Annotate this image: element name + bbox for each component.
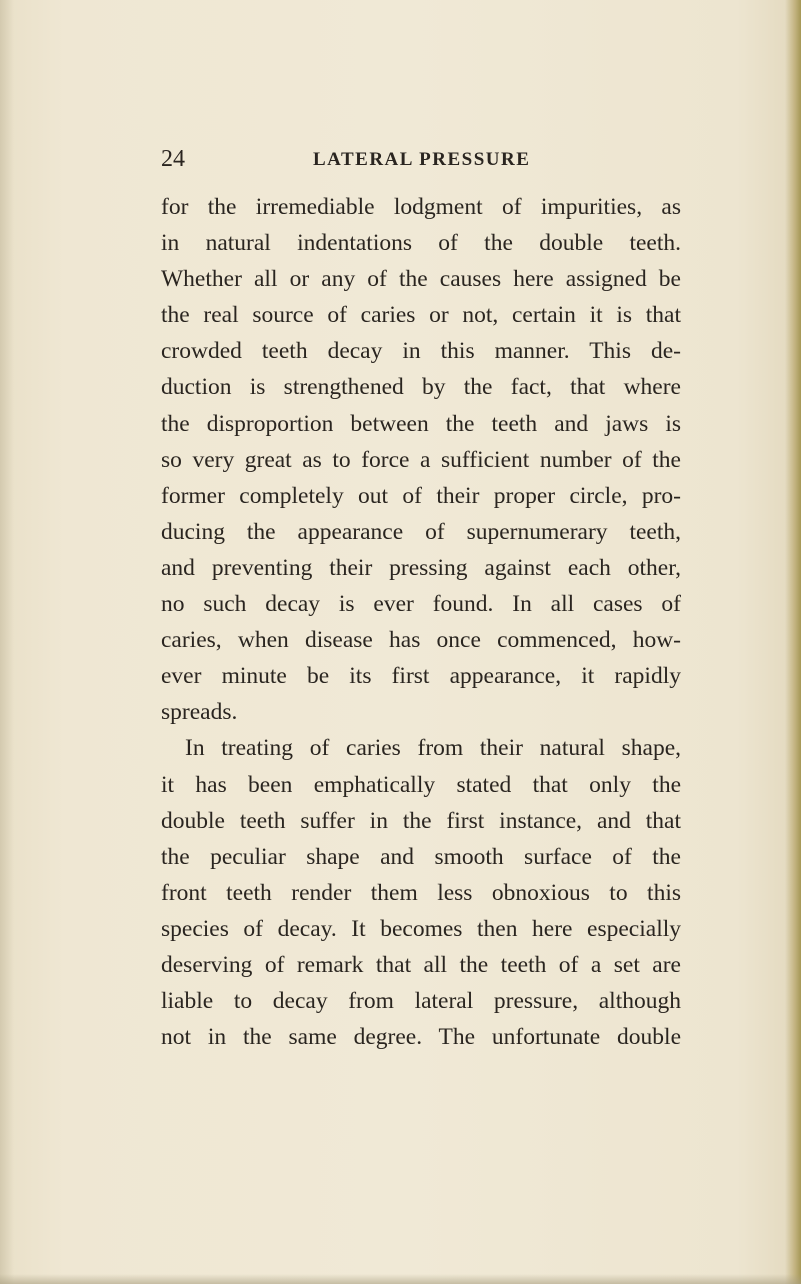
- page-right-edge-stain: [785, 0, 801, 1284]
- page-number: 24: [161, 146, 185, 172]
- text-line: not in the same degree. The unfortunate double: [161, 1024, 681, 1051]
- text-line: former completely out of their proper circle, pro-: [161, 482, 681, 509]
- text-line: it has been emphatically stated that only the: [161, 771, 681, 798]
- text-line: ever minute be its first appearance, it rapidly: [161, 663, 681, 690]
- running-head: LATERAL PRESSURE: [313, 149, 531, 170]
- text-line: the peculiar shape and smooth surface of the: [161, 843, 681, 870]
- text-line: Whether all or any of the causes here assigned be: [161, 266, 681, 293]
- page-bottom-shadow: [0, 1274, 801, 1284]
- text-line: ducing the appearance of supernumerary teeth,: [161, 518, 681, 545]
- text-line: front teeth render them less obnoxious to this: [161, 879, 681, 906]
- text-line: no such decay is ever found. In all cases of: [161, 591, 681, 618]
- text-line: so very great as to force a sufficient number of the: [161, 446, 681, 473]
- text-line: species of decay. It becomes then here especially: [161, 915, 681, 942]
- text-line: and preventing their pressing against each other,: [161, 554, 681, 581]
- text-line: duction is strengthened by the fact, that where: [161, 374, 681, 401]
- text-line: the real source of caries or not, certain it is that: [161, 302, 681, 329]
- text-line: in natural indentations of the double teeth.: [161, 230, 681, 257]
- text-line: crowded teeth decay in this manner. This de-: [161, 338, 681, 365]
- text-line: for the irremediable lodgment of impurities, as: [161, 194, 681, 220]
- text-line: In treating of caries from their natural shape,: [185, 735, 681, 762]
- text-line: spreads.: [161, 699, 238, 726]
- text-line: caries, when disease has once commenced, how-: [161, 627, 681, 654]
- text-line: deserving of remark that all the teeth of a set are: [161, 951, 681, 978]
- text-line: liable to decay from lateral pressure, although: [161, 988, 681, 1015]
- page-header: [161, 146, 681, 176]
- body-text: [161, 189, 681, 1055]
- page-left-shadow: [0, 0, 14, 1284]
- text-line: the disproportion between the teeth and jaws is: [161, 410, 681, 437]
- text-line: double teeth suffer in the first instance, and that: [161, 807, 681, 834]
